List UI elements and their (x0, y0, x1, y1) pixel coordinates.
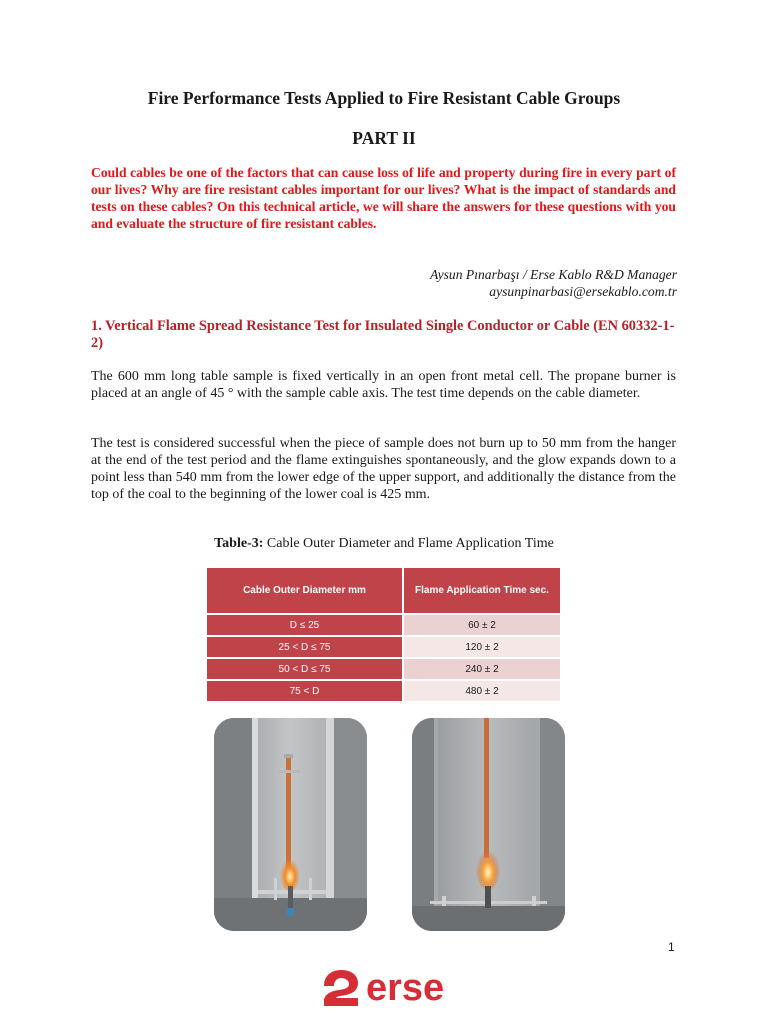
table-cell-time: 240 ± 2 (403, 658, 560, 680)
table-row (207, 680, 560, 702)
body-paragraph-2: The test is considered successful when the piece of sample does not burn up to 50 mm from the hanger at the end of the test period and the flame extinguishes spontaneously, and the glow expands down to a point less than 540 mm from the lower edge of the upper support, and additionally the distance from the top of the coal to the beginning of the lower coal is 425 mm. (91, 436, 676, 502)
table-row (207, 658, 560, 680)
table-cell-diameter: D ≤ 25 (207, 614, 403, 636)
table-cell-diameter: 50 < D ≤ 75 (207, 658, 403, 680)
body-paragraph-1: The 600 mm long table sample is fixed vertically in an open front metal cell. The propane burner is placed at an angle of 45 ° with the sample cable axis. The test time depends on the cable diameter. (91, 369, 676, 401)
flame-time-table (207, 568, 560, 703)
erse-logo-icon (322, 968, 360, 1008)
test-photo-1 (214, 718, 367, 931)
author-name: Aysun Pınarbaşı / Erse Kablo R&D Manager (430, 267, 677, 282)
table-header-row (207, 568, 560, 614)
erse-logo (322, 965, 444, 1011)
table-caption-text: Cable Outer Diameter and Flame Application Time (263, 536, 554, 551)
test-photo-2 (412, 718, 565, 931)
table-caption (0, 536, 768, 552)
section-heading: 1. Vertical Flame Spread Resistance Test for Insulated Single Conductor or Cable (EN 60332-1-2) (91, 318, 675, 351)
author-block (430, 266, 677, 300)
table-cell-time: 60 ± 2 (403, 614, 560, 636)
test-photo-1-illustration (214, 718, 367, 931)
table-row (207, 614, 560, 636)
table-caption-label: Table-3: (214, 536, 264, 551)
table-cell-time: 120 ± 2 (403, 636, 560, 658)
intro-paragraph: Could cables be one of the factors that can cause loss of life and property during fire in every part of our lives? Why are fire resistant cables important for our lives? What is the impact of standards and tests on these cables? On this technical article, we will share the answers for these questions with you and evaluate the structure of fire resistant cables. (91, 165, 676, 231)
table-row (207, 636, 560, 658)
table-cell-time: 480 ± 2 (403, 680, 560, 702)
logo-text: erse (366, 967, 445, 1009)
author-email: aysunpinarbasi@ersekablo.com.tr (489, 284, 677, 299)
table-cell-diameter: 25 < D ≤ 75 (207, 636, 403, 658)
page-number: 1 (668, 940, 675, 954)
part-label: PART II (352, 128, 416, 148)
document-title: Fire Performance Tests Applied to Fire Resistant Cable Groups (147, 88, 621, 108)
table-cell-diameter: 75 < D (207, 680, 403, 702)
test-photo-2-illustration (412, 718, 565, 931)
table-header-time: Flame Application Time sec. (403, 568, 560, 614)
table-header-diameter: Cable Outer Diameter mm (207, 568, 403, 614)
